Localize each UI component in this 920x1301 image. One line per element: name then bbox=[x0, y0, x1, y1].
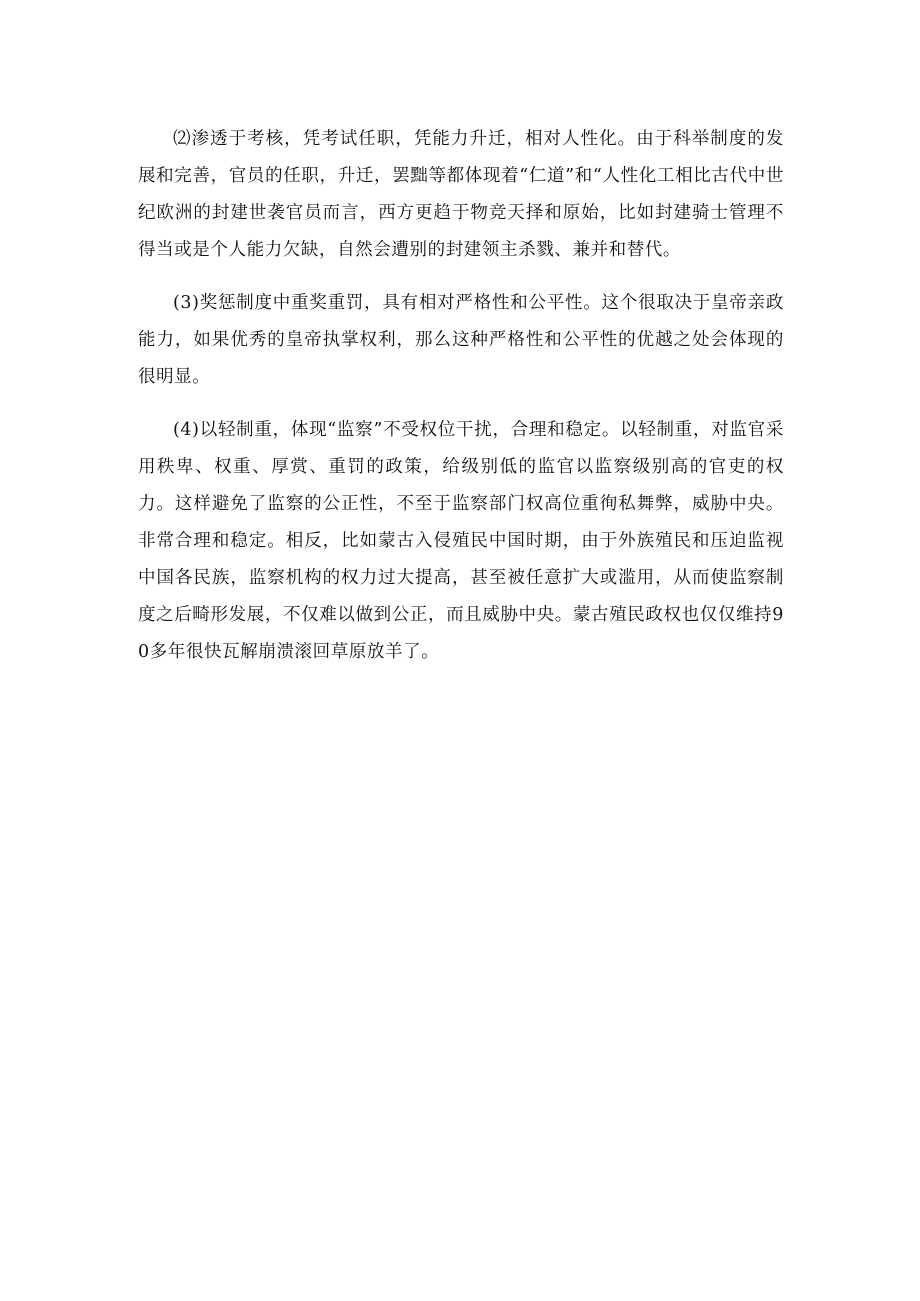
paragraph-4: (4)以轻制重，体现“监察”不受权位干扰，合理和稳定。以轻制重，对监官采用秩卑、权重、厚赏、重罚的政策，给级别低的监官以监察级别高的官吏的权力。这样避免了监察的公正性，不至于监察部门权高位重徇私舞弊，威胁中央。非常合理和稳定。相反，比如蒙古入侵殖民中国时期，由于外族殖民和压迫监视中国各民族，监察机构的权力过大提高，甚至被任意扩大或滥用，从而使监察制度之后畸形发展，不仅难以做到公正，而且威胁中央。蒙古殖民政权也仅仅维持90多年很快瓦解崩溃滚回草原放羊了。 bbox=[138, 420, 784, 662]
paragraph-2: ⑵渗透于考核，凭考试任职，凭能力升迁，相对人性化。由于科举制度的发展和完善，官员的任职，升迁，罢黜等都体现着“仁道”和“人性化工相比古代中世纪欧洲的封建世袭官员而言，西方更趋于物竞天择和原始，比如封建骑士管理不得当或是个人能力欠缺，自然会遭别的封建领主杀戮、兼并和替代。 bbox=[138, 129, 784, 260]
document-body bbox=[138, 121, 784, 687]
paragraph-3: (3)奖惩制度中重奖重罚，具有相对严格性和公平性。这个很取决于皇帝亲政能力，如果优秀的皇帝执掌权利，那么这种严格性和公平性的优越之处会体现的很明显。 bbox=[138, 293, 784, 387]
